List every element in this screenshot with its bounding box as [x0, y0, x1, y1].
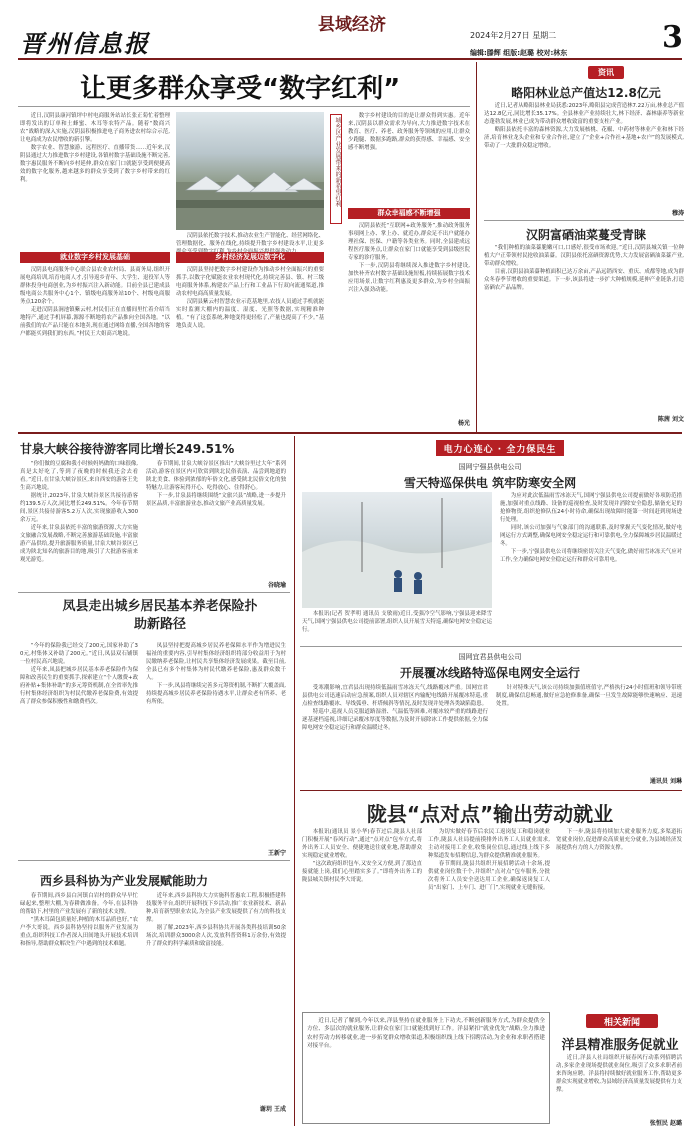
longxian-paragraph: 春节期间,陇县共组织开展招聘活动十余场,提供就业岗位数千个,并组织“点对点”包车服务,分批次将务工人员安全送达用工企业,确保返岗复工人员“出家门、上车门、进厂门”,实现就业无缝衔接。 [428, 861, 550, 891]
gannan-paragraph: 下一步,甘泉县将继续围绕“文旅兴县”战略,进一步提升景区品质,丰富旅游业态,推动文旅产业高质量发展。 [146, 493, 286, 507]
fengxian-col1 [20, 642, 138, 852]
gannan-paragraph: 据统计,2023年,甘泉大峡谷景区共接待游客约139.5万人次,同比增长249.51%。今年春节期间,景区共接待游客5.2万人次,实现旅游收入300余万元。 [20, 493, 138, 523]
power-banner-text: 电力心连心 · 全力保民生 [436, 440, 565, 456]
lead-paragraph: 数字农业、智慧旅游、远程医疗、直播带货……近年来,汉阴县通过大力推进数字乡村建设,各镇村数字基础设施不断完善,数字惠民服务不断向乡村延伸,群众在家门口就能享受到便捷高效的数字化服务,越来越多的群众享受到了数字乡村带来的红利。 [20, 145, 170, 183]
power-source-2: 国网宜君县供电公司 [458, 653, 522, 661]
lead-paragraph: 下一步,汉阴县将继续深入推进数字乡村建设,加快补齐农村数字基础设施短板,持续拓展数字技术应用场景,让数字红利惠及更多群众,为乡村全面振兴注入强劲动能。 [348, 263, 470, 293]
power-paragraph: 受寒潮影响,宜君县出现持续低温雨雪冰冻天气,线路覆冰严重。国网宜君县供电公司迅速启动应急预案,组织人员对辖区内输配电线路开展覆冰特巡,重点检查线路覆冰、导线弧垂、杆塔倾斜等情况,及时发现并处理各类缺陷隐患。 [302, 685, 488, 707]
power-source-1: 国网宁强县供电公司 [458, 463, 522, 471]
lead-author: 杨光 [457, 420, 470, 427]
gannan-paragraph: 春节期间,甘泉大峡谷景区推出“大峡谷里过大年”系列活动,游客在景区内可欣赏到陕北民俗表演、品尝到地道的陕北美食、体验到浓郁的年俗文化,感受陕北民俗文化的独特魅力,让游客玩得开心、吃得放心、住得舒心。 [146, 461, 286, 491]
fengxian-paragraph: 凤县坚持把提高城乡居民养老保障水平作为增进民生福祉的重要内容,引导村集体经济组织将部分收益用于为村民缴纳养老保险,让村民共享集体经济发展成果。截至目前,全县已有多个村集体为村民代缴养老保险,惠及群众数千人。 [146, 643, 286, 681]
lead-paragraph: 走进汉阴县涧池镇紫云村,村民们正在直播间里忙着介绍当地特产,通过手机屏幕,源源不断地将农产品推向全国各地。“以前我们的农产品只能在本地卖,现在通过网络直播,全国各地的客户都能买到我们的东西。”村民王大姐高兴地说。 [20, 307, 170, 337]
fengxian-paragraph: “今年的保险我已经交了200元,国家补助了30元,村集体又补助了200元。”近日,凤县双石铺镇一位村民高兴地说。 [20, 643, 138, 665]
weekday-text: 星期二 [532, 31, 557, 40]
related-title: 洋县精准服务促就业 [561, 1038, 679, 1053]
lead-paragraph: 汉阴县坚持把数字乡村建设作为推动乡村全面振兴的重要抓手,以数字化赋能农业农村现代化,持续完善县、镇、村三级电商服务体系,构建农产品上行和工业品下行双向流通渠道,推动农村电商高质量发展。 [176, 267, 324, 297]
editor-line: 编辑:滕辉 组版:赵璐 校对:林东 [470, 49, 568, 57]
xixiang-title: 西乡县科协为产业发展赋能助力 [40, 874, 209, 888]
xixiang-paragraph: 春节期间,西乡县白河镇白岩村的群众早早忙碌起来,整理大棚,为春耕做准备。今年,在县科协的帮助下,村里的产业发展有了新的技术支撑。 [20, 893, 138, 915]
longxian-col3 [556, 828, 682, 1008]
section-rule [18, 432, 682, 434]
news-author-1: 穆涛 [671, 210, 684, 217]
vertical-divider [294, 436, 295, 1126]
longxian-note-box [302, 1012, 550, 1124]
gannan-rule [18, 592, 290, 593]
lead-subhead-3: 群众幸福感不断增强 [348, 208, 470, 219]
longxian-paragraph: “这次政府组织包车,又安全又方便,到了那边直接就能上岗,我们心里踏实多了。”即将外出务工的陇县城关镇村民李大哥说。 [302, 861, 422, 883]
news-rule [484, 220, 684, 221]
greenhouse-illustration [176, 112, 324, 230]
power-paragraph: 本报讯(记者 贺孝明 通讯员 支敏雨)近日,受强冷空气影响,宁强县迎来降雪天气,国网宁强县供电公司提前部署,组织人员开展雪天特巡,确保电网安全稳定运行。 [302, 611, 492, 633]
snow-patrol-illustration [302, 492, 492, 608]
news-body-2 [484, 244, 684, 412]
gannan-paragraph: 近年来,甘泉县依托丰富的旅游资源,大力实施文旅融合发展战略,不断完善旅游基础设施,丰富旅游产品供给,提升旅游服务质量,甘泉大峡谷景区已成为陕北知名的旅游目的地,吸引了大批游客前来观光游览。 [20, 525, 138, 563]
lead-col3b [348, 222, 470, 418]
power-paragraph: 为应对此次低温雨雪冰冻天气,国网宁强县供电公司提前做好各项防范措施,加强对重点线路、设备的巡视检查,及时发现并消除安全隐患,储备充足的抢修物资,组织抢修队伍24小时待命,确保出现故障时能第一时间赶到现场进行处理。 [500, 493, 682, 523]
power-paragraph: 下一步,宁强县供电公司将继续密切关注天气变化,做好雨雪冰冻天气应对工作,全力确保电网安全稳定运行和群众可靠用电。 [500, 549, 682, 563]
lead-photo-caption [176, 232, 324, 250]
news-tag: 资讯 [588, 66, 624, 79]
news-paragraph: 目前,汉阴县油菜薹种植面积已达万余亩,产品远销西安、重庆、成都等地,成为群众冬春季节增收的重要渠道。下一步,该县将进一步扩大种植规模,延伸产业链条,打造富硒农产品品牌。 [484, 269, 684, 291]
fengxian-author: 王新宁 [267, 850, 286, 857]
news-headline-1: 略阳林业总产值达12.8亿元 [511, 86, 661, 100]
lead-col3 [348, 112, 470, 206]
news-body-1 [484, 102, 684, 214]
power-title-2: 开展覆冰线路特巡保电网安全运行 [399, 666, 580, 680]
power-col-1 [500, 492, 682, 642]
power-caption-1 [302, 610, 492, 642]
fengxian-paragraph: 近年来,凤县把城乡居民基本养老保险作为保障和改善民生的重要抓手,探索建立“个人缴费+政府补贴+集体补助”的多元筹资机制,在全省率先推行村集体经济组织为村民代缴养老保险费,有效提高了群众参保积极性和缴费档次。 [20, 667, 138, 705]
fengxian-paragraph: 下一步,凤县将继续完善多元筹资机制,不断扩大覆盖面,持续提高城乡居民养老保险待遇水平,让群众老有所养、老有所依。 [146, 683, 286, 705]
longxian-paragraph: 为切实做好春节后农民工返岗复工和稳岗就业工作,陇县人社局提前摸排外出务工人员就业需求,主动对接用工企业,收集岗位信息,通过线上线下多种渠道发布招聘信息,为群众提供精准就业服务。 [428, 829, 550, 859]
longxian-title: 陇县“点对点”输出劳动就业 [366, 802, 614, 826]
power-rule [300, 646, 682, 647]
power-bottom-rule [300, 790, 682, 791]
fengxian-col2 [146, 642, 286, 846]
related-paragraph: 近日,洋县人社局组织开展春风行动系列招聘活动,多家企业现场提供就业岗位,吸引了众多求职者前来咨询应聘。洋县将持续做好就业服务工作,帮助更多群众实现就业增收,为县域经济高质量发展提供有力支撑。 [556, 1055, 682, 1093]
lead-paragraph: 汉阴县电商服务中心联合县农业农村局、县商务局,组织开展电商培训,培育电商人才,引导返乡青年、大学生、退役军人等群体投身电商创业,为乡村振兴注入新动能。目前全县已建成县级电商公共服务中心1个、镇级电商服务站10个、村级电商服务点120余个。 [20, 267, 170, 305]
lead-paragraph: 近日,汉阴县康河镇坪中村电商服务站站长张正菊忙着整理即将发出的订单和土蜂蜜、木耳等农特产品。随着“数商兴农”战略的深入实施,汉阴县积极推进电子商务进农村综合示范,让电商成为农民增收的新引擎。 [20, 113, 170, 143]
news-author-2: 陈茜 刘文 [657, 416, 684, 423]
lead-paragraph: 汉阴县紫云村智慧农业示范基地里,农技人员通过手机就能实时监测大棚内的温度、湿度、光照等数据,实现精准种植。“有了这套系统,种地变得更轻松了,产量也提高了不少。”基地负责人说。 [176, 299, 324, 329]
lead-title-rule [18, 106, 470, 107]
lead-photo [176, 112, 324, 230]
news-headline-2: 汉阴富硒油菜蔓受青睐 [525, 228, 646, 242]
xixiang-author: 谢玥 王成 [259, 1106, 286, 1113]
gannan-author: 谷晓瑜 [267, 582, 286, 589]
related-body [556, 1054, 682, 1116]
power-banner [410, 440, 590, 456]
lead-paragraph: 汉阴县依托“互联网+政务服务”,推动政务服务事项网上办、掌上办、就近办,群众足不出户就能办理社保、医保、户籍等各类业务。同时,全县建成远程医疗服务点,让群众在家门口就能享受到县级医院专家的诊疗服务。 [348, 223, 470, 261]
xixiang-paragraph: 据了解,2023年,西乡县科协共开展各类科技培训50余场次,培训群众3000余人次,发放科普资料1万余份,有效提升了群众的科学素质和致富技能。 [146, 925, 286, 947]
longxian-col1 [302, 828, 422, 1008]
news-paragraph: 略阳县依托丰富的森林资源,大力发展核桃、花椒、中药材等林业产业和林下经济,培育林业龙头企业和专业合作社,建立了“企业+合作社+基地+农户”的发展模式,带动了一大批群众稳定增收。 [484, 127, 684, 149]
lead-subhead-2: 乡村经济发展迈数字化 [176, 252, 324, 263]
page-number: 3 [662, 20, 683, 55]
news-paragraph: “我们种植的油菜薹脆嫩可口,口感好,很受市场欢迎。”近日,汉阴县城关镇一位种植大户正带领村民抢收油菜薹。汉阴县依托富硒资源优势,大力发展富硒油菜薹产业,带动群众增收。 [484, 245, 684, 267]
lead-col2b [176, 266, 324, 428]
xixiang-col2 [146, 892, 286, 1100]
lead-title: 让更多群众享受“数字红利” [80, 74, 401, 104]
vertical-caption: 城乡区产业发展带来的新希望红利 [330, 114, 342, 224]
power-col-3 [496, 684, 682, 774]
news-paragraph: 近日,记者从略阳县林业局获悉:2023年,略阳县完成营造林7.22万亩,林业总产值达12.8亿元,同比增长35.17%。全县林业产业持续壮大,林下经济、森林康养等新业态蓬勃发展,林业已成为带动群众增收致富的重要支柱产业。 [484, 103, 684, 125]
fengxian-title: 凤县走出城乡居民基本养老保险扑助新路径 [62, 599, 258, 632]
gannan-col2 [146, 460, 286, 578]
gannan-paragraph: “你们做的豆腐和我小时候妈妈做的口味很像,真是太好吃了,等到了夜晚的时候我还会去看看。”近日,在甘泉大峡谷景区,来自西安的游客王先生高兴地说。 [20, 461, 138, 491]
related-author: 张恒民 赵璐 [649, 1120, 682, 1127]
xixiang-col1 [20, 892, 138, 1118]
xixiang-paragraph: “黑木耳菌包质量好,种植的木耳品质也好。”农户李大哥说。西乡县科协坚持以服务产业发展为重点,组织科技工作者深入田间地头开展技术培训和指导,帮助群众解决生产中遇到的技术难题。 [20, 917, 138, 947]
power-paragraph: 针对特殊天气,该公司持续加强值班值守,严格执行24小时值班和领导带班制度,确保信息畅通,做好应急抢修准备,确保一旦发生故障能够快速响应、迅速处置。 [496, 685, 682, 707]
power-paragraph: 特巡中,巡视人员克服道路湿滑、气温低等困难,对覆冰较严重的线路进行逐基逐档巡视,详细记录覆冰厚度等数据,为及时开展除冰工作提供依据,全力保障电网安全稳定运行和群众温暖过冬。 [302, 709, 488, 731]
gannan-title: 甘泉大峡谷接待游客同比增长249.51% [20, 442, 235, 456]
lead-subhead-1: 就业数字乡村发展基础 [20, 252, 170, 263]
power-paragraph: 同时,该公司加强与气象部门的沟通联系,及时掌握天气变化情况,做好电网运行方式调整,确保电网安全稳定运行和可靠供电,全力保障城乡居民温暖过冬。 [500, 525, 682, 547]
power-title-1: 雪天特巡保供电 筑牢防寒安全网 [403, 476, 577, 490]
lead-col1b [20, 266, 170, 428]
xixiang-paragraph: 近年来,西乡县科协大力实施科普惠农工程,积极搭建科技服务平台,组织开展科技下乡活动,推广农业新技术、新品种,培育新型职业农民,为全县产业发展提供了有力的科技支撑。 [146, 893, 286, 923]
lead-paragraph: 汉阴县依托数字技术,推动农业生产智能化、经营网络化、管理数据化、服务在线化,持续提升数字乡村建设水平,让更多 [176, 233, 324, 247]
longxian-paragraph: 本报讯(通讯员 景小华)春节过后,陇县人社部门积极开展“春风行动”,通过“点对点”包车方式,将外出务工人员安全、便捷地送往就业地,帮助群众实现稳定就业增收。 [302, 829, 422, 859]
date-text: 2024年2月27日 [470, 31, 530, 40]
column-divider [476, 62, 477, 432]
power-col-2 [302, 684, 488, 784]
lead-col1 [20, 112, 170, 250]
fengxian-rule [18, 860, 290, 861]
longxian-col2 [428, 828, 550, 1008]
longxian-paragraph: 下一步,陇县将持续加大就业服务力度,多渠道拓宽就业岗位,促进群众高质量充分就业,为县域经济发展提供有力的人力资源支撑。 [556, 829, 682, 851]
section-title: 县域经济 [318, 15, 386, 35]
header-rule [18, 58, 682, 60]
power-author: 通讯员 刘琳 [649, 778, 682, 785]
power-photo [302, 492, 492, 608]
masthead: 晋州信息报 [20, 29, 150, 58]
gannan-col1 [20, 460, 138, 584]
related-tag: 相关新闻 [586, 1014, 658, 1028]
issue-date [470, 30, 556, 41]
longxian-note-text: 近日,记者了解到,今年以来,洋县坚持在就业服务上下功夫,不断创新服务方式,为群众提供全方位、多层次的就业服务,让群众在家门口就能找到好工作。洋县紧扣“就业优先”战略,全力推进农村劳动力转移就业,进一步拓宽群众增收渠道,积极组织线上线下招聘活动,为企业和求职者搭建对接平台。 [307, 1018, 545, 1050]
lead-paragraph: 数字乡村建设的目的是让群众得到实惠。近年来,汉阴县以群众需求为导向,大力推进数字技术在教育、医疗、养老、政务服务等领域的应用,让群众少跑腿、数据多跑路,群众的获得感、幸福感、安全感不断增强。 [348, 113, 470, 151]
